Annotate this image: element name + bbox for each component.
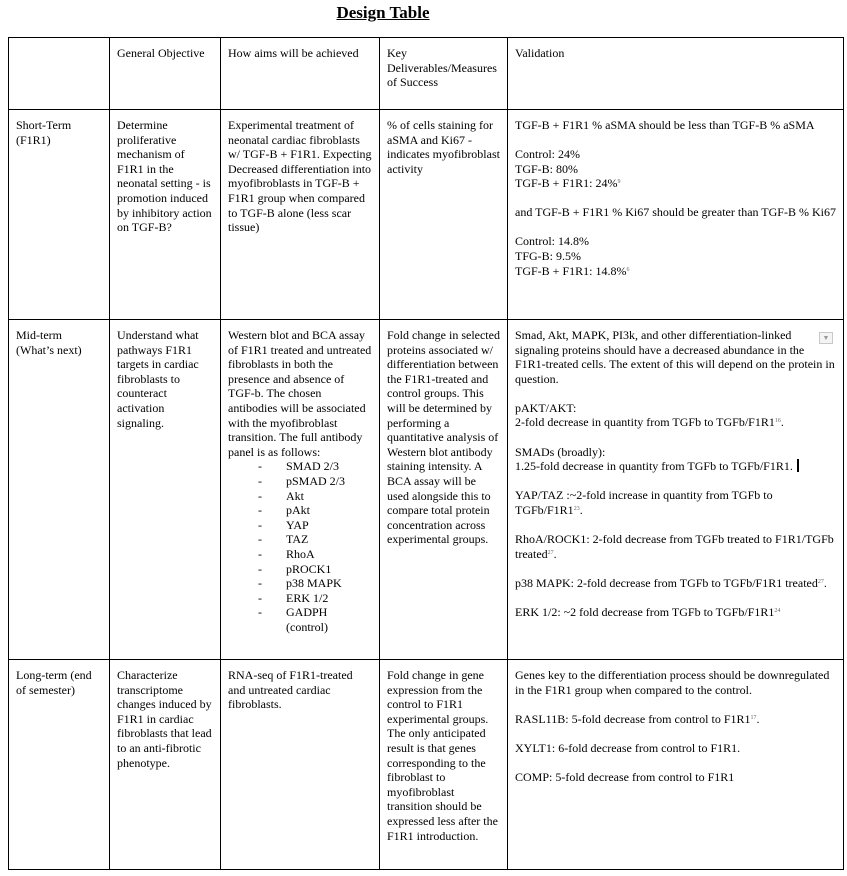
short-term-how: Experimental treatment of neonatal cardiac fibroblasts w/ TGF-B + F1R1. Expecting Decreased differentiation into myofibroblasts in TGF-B + F1R1 group when compared to TGF-B alone (less scar tissue) xyxy=(221,110,380,320)
validation-ki67-tgfb: TFG-B: 9.5% xyxy=(515,249,581,264)
header-how-aims: How aims will be achieved xyxy=(221,38,380,110)
antibody-list xyxy=(228,459,372,634)
text-cursor xyxy=(797,459,799,472)
validation-rasl11b: RASL11B: 5-fold decrease from control to $F1R1^{17}$. xyxy=(515,711,760,726)
antibody-item: - TAZ xyxy=(258,532,372,547)
header-cell-empty xyxy=(9,38,110,110)
long-validation-intro: Genes key to the differentiation process should be downregulated in the F1R1 group when compared to the control. xyxy=(515,668,830,697)
validation-ki67-statement: and TGF-B + F1R1 % Ki67 should be greater than TGF-B % Ki67 xyxy=(515,205,836,220)
validation-rhoa-text: RhoA/ROCK1: 2-fold decrease from TGFb treated to F1R1/TGFb treated$^{27}$. xyxy=(515,531,834,561)
long-term-objective: Characterize transcriptome changes induced by F1R1 in cardiac fibroblasts that lead to an anti-fibrotic phenotype. xyxy=(110,660,221,870)
table-row-short-term xyxy=(9,110,844,320)
antibody-item: - SMAD 2/3 xyxy=(258,459,372,474)
row-label-long-term: Long-term (end of semester) xyxy=(9,660,110,870)
mid-term-deliverables: Fold change in selected proteins associated w/ differentiation between the F1R1-treated and control groups. This will be determined by performing a quantitative analysis of Western blot antibody staining intensity. A BCA assay will be used alongside this to compare total protein concentration across experimental groups. xyxy=(380,320,508,660)
validation-xylt1: XYLT1: 6-fold decrease from control to F1R1. xyxy=(515,740,741,755)
validation-asma-combo: TGF-B + F1R1: 24%$^9$ xyxy=(515,176,621,191)
citation-ref: 23 xyxy=(573,505,580,512)
short-term-objective: Determine proliferative mechanism of F1R1 in the neonatal setting - is promotion induced by inhibitory action on TGF-B? xyxy=(110,110,221,320)
mid-term-objective: Understand what pathways F1R1 targets in cardiac fibroblasts to counteract activation signaling. xyxy=(110,320,221,660)
long-term-validation xyxy=(508,660,844,870)
mid-term-how xyxy=(221,320,380,660)
long-term-how: RNA-seq of F1R1-treated and untreated cardiac fibroblasts. xyxy=(221,660,380,870)
page-title: Design Table xyxy=(336,3,430,22)
citation-ref: 24 xyxy=(774,607,781,614)
validation-asma-control: Control: 24% xyxy=(515,147,580,162)
antibody-item: - pAkt xyxy=(258,503,372,518)
header-validation: Validation xyxy=(508,38,844,110)
row-label-mid-term: Mid-term (What’s next) xyxy=(9,320,110,660)
validation-akt-heading: pAKT/AKT: xyxy=(515,400,577,415)
validation-ki67-combo: TGF-B + F1R1: 14.8%$^6$ xyxy=(515,263,630,278)
citation-ref: 27 xyxy=(817,578,824,585)
antibody-item: - pROCK1 xyxy=(258,562,372,577)
short-term-deliverables: % of cells staining for aSMA and Ki67 - indicates myofibroblast activity xyxy=(380,110,508,320)
validation-asma-statement: TGF-B + F1R1 % aSMA should be less than TGF-B % aSMA xyxy=(515,118,815,132)
validation-smad-text[interactable]: 1.25-fold decrease in quantity from TGFb to TGFb/F1R1. xyxy=(515,459,836,474)
mid-term-how-text: Western blot and BCA assay of F1R1 treated and untreated fibroblasts in both the presence and absence of TGF-b. The chosen antibodies will be associated with the myofibroblast transition. The full antibody panel is as follows: xyxy=(228,328,372,459)
citation-ref: 9 xyxy=(617,179,621,186)
antibody-item: - pSMAD 2/3 xyxy=(258,474,372,489)
citation-ref: 6 xyxy=(626,266,630,273)
antibody-item: - RhoA xyxy=(258,547,372,562)
validation-asma-tgfb: TGF-B: 80% xyxy=(515,161,578,176)
row-label-short-term: Short-Term (F1R1) xyxy=(9,110,110,320)
validation-yap-text: YAP/TAZ :~2-fold increase in quantity from TGFb to TGFb/$F1R1^{23}$. xyxy=(515,488,773,517)
header-row xyxy=(9,38,844,110)
citation-ref: 27 xyxy=(547,549,554,556)
antibody-item: - ERK 1/2 xyxy=(258,591,372,606)
table-row-long-term xyxy=(9,660,844,870)
validation-smad-heading: SMADs (broadly): xyxy=(515,444,606,459)
antibody-item: - Akt xyxy=(258,489,372,504)
validation-erk-text: ERK 1/2: ~2 fold decrease from TGFb to TGFb/$F1R1^{24}$ xyxy=(515,604,781,619)
comment-dropdown-icon[interactable]: ▼ xyxy=(819,332,833,344)
antibody-item: - GADPH (control) xyxy=(258,605,372,634)
citation-ref: 16 xyxy=(774,418,781,425)
short-term-validation xyxy=(508,110,844,320)
validation-ki67-control: Control: 14.8% xyxy=(515,234,589,249)
antibody-item: - p38 MAPK xyxy=(258,576,372,591)
table-row-mid-term xyxy=(9,320,844,660)
mid-term-validation xyxy=(508,320,844,660)
design-table xyxy=(8,37,844,870)
citation-ref: 17 xyxy=(750,714,757,721)
header-key-deliverables: Key Deliverables/Measures of Success xyxy=(380,38,508,110)
validation-akt-text: 2-fold decrease in quantity from TGFb to TGFb/$F1R1^{16}$. xyxy=(515,415,784,430)
long-term-deliverables: Fold change in gene expression from the control to F1R1 experimental groups. The only anticipated result is that genes corresponding to the fibroblast to myofibroblast transition should be expressed less after the F1R1 introduction. xyxy=(380,660,508,870)
validation-comp: COMP: 5-fold decrease from control to F1R1 xyxy=(515,769,735,784)
mid-validation-intro: Smad, Akt, MAPK, PI3k, and other differentiation-linked signaling proteins should have a decreased abundance in the F1R1-treated cells. The extent of this will depend on the protein in question. xyxy=(515,328,835,386)
header-general-objective: General Objective xyxy=(110,38,221,110)
validation-p38-text: p38 MAPK: 2-fold decrease from TGFb to TGFb/F1R1 treated$^{27}$. xyxy=(515,575,827,590)
antibody-item: - YAP xyxy=(258,518,372,533)
